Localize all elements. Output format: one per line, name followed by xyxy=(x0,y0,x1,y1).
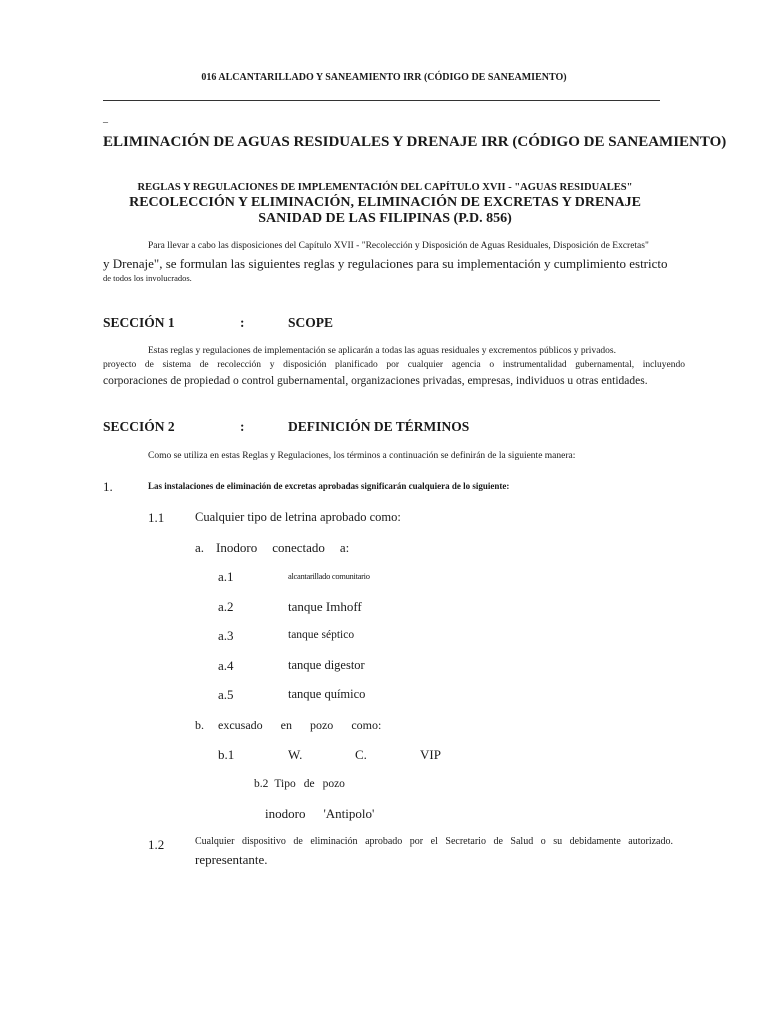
section-2-intro: Como se utiliza en estas Reglas y Regulaciones, los términos a continuación se definirán de la siguiente manera: xyxy=(148,451,576,461)
section-1-paragraph-1: Estas reglas y regulaciones de implementación se aplicarán a todas las aguas residuales y excrementos públicos y privados. xyxy=(148,346,616,356)
a3-label: a.3 xyxy=(218,628,234,643)
intro-line-3: de todos los involucrados. xyxy=(103,273,192,283)
list-item xyxy=(218,687,234,703)
subitem-a-word-1: Inodoro xyxy=(216,540,258,555)
a2-label: a.2 xyxy=(218,599,234,614)
antipolo-line xyxy=(265,806,374,822)
section-2-title: DEFINICIÓN DE TÉRMINOS xyxy=(288,419,470,434)
section-2-colon: : xyxy=(240,419,245,434)
subtitle-collection: RECOLECCIÓN Y ELIMINACIÓN, ELIMINACIÓN DE EXCRETAS Y DRENAJE xyxy=(129,195,641,210)
antipolo-word-1: inodoro xyxy=(265,806,306,821)
section-1-label: SECCIÓN 1 xyxy=(103,315,175,330)
intro-line-2: y Drenaje", se formulan las siguientes reglas y regulaciones para su implementación y cumplimiento estricto xyxy=(103,256,668,271)
a4-text: tanque digestor xyxy=(288,658,365,672)
a4-label: a.4 xyxy=(218,658,234,673)
item-1-1-number: 1.1 xyxy=(148,510,165,525)
document-title: ELIMINACIÓN DE AGUAS RESIDUALES Y DRENAJE IRR (CÓDIGO DE SANEAMIENTO) xyxy=(103,134,727,150)
section-1-title: SCOPE xyxy=(288,315,334,330)
b2-word-1: Tipo xyxy=(274,778,296,790)
item-1-2-number: 1.2 xyxy=(148,837,165,852)
section-1-colon: : xyxy=(240,315,245,330)
a1-text: alcantarillado comunitario xyxy=(288,571,370,581)
b2-word-3: pozo xyxy=(322,778,345,790)
b1-w: W. xyxy=(288,747,303,762)
subtitle-sanitation: SANIDAD DE LAS FILIPINAS (P.D. 856) xyxy=(258,211,512,226)
page-header-title: 016 ALCANTARILLADO Y SANEAMIENTO IRR (CÓDIGO DE SANEAMIENTO) xyxy=(201,72,567,83)
subitem-a xyxy=(195,540,349,556)
subitem-a-word-2: conectado xyxy=(272,540,325,555)
list-item xyxy=(218,599,234,615)
subtitle-rules: REGLAS Y REGULACIONES DE IMPLEMENTACIÓN DEL CAPÍTULO XVII - "AGUAS RESIDUALES" xyxy=(137,182,633,193)
b2-word-2: de xyxy=(303,778,315,790)
list-item xyxy=(218,569,234,585)
a1-label: a.1 xyxy=(218,569,234,584)
item-1-1-text: Cualquier tipo de letrina aprobado como: xyxy=(195,510,401,524)
a5-label: a.5 xyxy=(218,687,234,702)
a3-text: tanque séptico xyxy=(288,629,355,641)
subitem-b xyxy=(195,718,381,733)
item-1-number: 1. xyxy=(103,479,113,494)
subitem-b-word-3: pozo xyxy=(309,718,334,732)
subitem-b-word-2: en xyxy=(280,718,292,732)
item-1-text: Las instalaciones de eliminación de excretas aprobadas significarán cualquiera de lo siguiente: xyxy=(148,481,510,491)
b2-label: b.2 xyxy=(254,778,269,790)
item-1-2-text-line-1: Cualquier dispositivo de eliminación aprobado por el Secretario de Salud o su debidamente autorizado. xyxy=(195,836,673,847)
a5-text: tanque químico xyxy=(288,687,366,701)
b1-c: C. xyxy=(355,747,367,762)
rule-tail: _ xyxy=(103,113,108,124)
list-item xyxy=(218,628,234,644)
section-1-paragraph-2: proyecto de sistema de recolección y disposición planificado por cualquier agencia o instrumentalidad gubernamental, incluyendo xyxy=(103,360,685,370)
b1-label: b.1 xyxy=(218,747,235,762)
list-item xyxy=(218,658,234,674)
subitem-b-word-1: excusado xyxy=(218,718,263,732)
b1-vip: VIP xyxy=(420,747,441,762)
subitem-a-label: a. xyxy=(195,540,205,555)
item-1-2-text-line-2: representante. xyxy=(195,852,268,867)
subitem-a-word-3: a: xyxy=(339,540,350,555)
subitem-b2 xyxy=(254,778,345,790)
subitem-b-word-4: como: xyxy=(351,718,382,732)
antipolo-word-2: 'Antipolo' xyxy=(323,806,375,821)
intro-line-1: Para llevar a cabo las disposiciones del Capítulo XVII - "Recolección y Disposición de Aguas Residuales, Disposición de Excretas" xyxy=(148,241,649,251)
section-2-label: SECCIÓN 2 xyxy=(103,419,175,434)
horizontal-rule xyxy=(103,100,660,101)
a2-text: tanque Imhoff xyxy=(288,599,362,614)
subitem-b-label: b. xyxy=(195,718,204,732)
section-1-paragraph-3: corporaciones de propiedad o control gubernamental, organizaciones privadas, empresas, individuos u otras entidades. xyxy=(103,375,648,387)
